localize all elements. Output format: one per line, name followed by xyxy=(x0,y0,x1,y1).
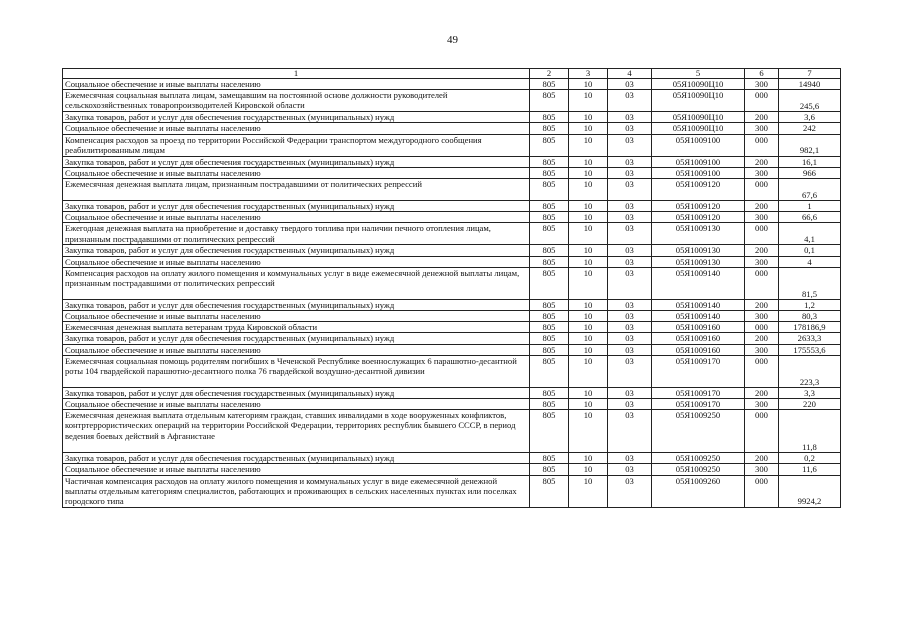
row-pr-cell: 03 xyxy=(608,167,652,178)
row-sum-cell: 175553,6 xyxy=(779,344,841,355)
row-ved-cell: 805 xyxy=(530,123,569,134)
row-name-cell: Закупка товаров, работ и услуг для обеспечения государственных (муниципальных) нужд xyxy=(63,112,530,123)
table-row xyxy=(63,90,841,112)
row-vr-cell: 200 xyxy=(745,201,779,212)
row-rz-cell: 10 xyxy=(569,464,608,475)
row-pr-cell: 03 xyxy=(608,399,652,410)
row-csr-cell: 05Я1009260 xyxy=(652,475,745,507)
row-csr-cell: 05Я1009140 xyxy=(652,311,745,322)
row-csr-cell: 05Я1009130 xyxy=(652,223,745,245)
row-pr-cell: 03 xyxy=(608,322,652,333)
row-ved-cell: 805 xyxy=(530,410,569,453)
row-pr-cell: 03 xyxy=(608,267,652,299)
row-name-cell: Социальное обеспечение и иные выплаты населению xyxy=(63,311,530,322)
table-row xyxy=(63,344,841,355)
row-ved-cell: 805 xyxy=(530,475,569,507)
table-row xyxy=(63,245,841,256)
row-pr-cell: 03 xyxy=(608,311,652,322)
row-vr-cell: 300 xyxy=(745,464,779,475)
row-rz-cell: 10 xyxy=(569,267,608,299)
row-sum-cell: 0,2 xyxy=(779,453,841,464)
row-rz-cell: 10 xyxy=(569,355,608,387)
row-sum-cell: 982,1 xyxy=(779,134,841,156)
row-name-cell: Ежемесячная социальная помощь родителям погибших в Чеченской Республике военнослужащих 6 парашютно-десантной роты 104 гвардейской парашютно-десантного полка 76 гвардейской воздушно-десантной дивизии xyxy=(63,355,530,387)
row-sum-cell: 66,6 xyxy=(779,212,841,223)
table-row xyxy=(63,453,841,464)
row-rz-cell: 10 xyxy=(569,475,608,507)
row-csr-cell: 05Я10090Ц10 xyxy=(652,90,745,112)
row-csr-cell: 05Я1009100 xyxy=(652,156,745,167)
row-sum-cell: 4,1 xyxy=(779,223,841,245)
row-ved-cell: 805 xyxy=(530,387,569,398)
column-header: 6 xyxy=(745,69,779,79)
row-pr-cell: 03 xyxy=(608,355,652,387)
row-name-cell: Закупка товаров, работ и услуг для обеспечения государственных (муниципальных) нужд xyxy=(63,333,530,344)
table-row xyxy=(63,322,841,333)
row-vr-cell: 300 xyxy=(745,212,779,223)
row-ved-cell: 805 xyxy=(530,344,569,355)
row-vr-cell: 300 xyxy=(745,399,779,410)
row-name-cell: Социальное обеспечение и иные выплаты населению xyxy=(63,212,530,223)
row-sum-cell: 220 xyxy=(779,399,841,410)
table-row xyxy=(63,475,841,507)
row-name-cell: Частичная компенсация расходов на оплату жилого помещения и коммунальных услуг в виде ежемесячной денежной выплаты отдельным категориям специалистов, работающих и проживающих в сельских населенных пунктах или поселках городского типа xyxy=(63,475,530,507)
row-ved-cell: 805 xyxy=(530,179,569,201)
row-name-cell: Закупка товаров, работ и услуг для обеспечения государственных (муниципальных) нужд xyxy=(63,299,530,310)
row-vr-cell: 000 xyxy=(745,410,779,453)
table-row xyxy=(63,79,841,90)
row-pr-cell: 03 xyxy=(608,464,652,475)
row-ved-cell: 805 xyxy=(530,201,569,212)
column-header: 4 xyxy=(608,69,652,79)
table-row xyxy=(63,399,841,410)
row-sum-cell: 67,6 xyxy=(779,179,841,201)
row-pr-cell: 03 xyxy=(608,134,652,156)
row-vr-cell: 200 xyxy=(745,299,779,310)
row-pr-cell: 03 xyxy=(608,387,652,398)
row-name-cell: Ежемесячная денежная выплата отдельным категориям граждан, ставших инвалидами в ходе вооруженных конфликтов, контртеррористических операций на территории Российской Федерации, территориях республик бывшего СССР, в период ведения боевых действий в Афганистане xyxy=(63,410,530,453)
row-csr-cell: 05Я1009250 xyxy=(652,410,745,453)
row-name-cell: Социальное обеспечение и иные выплаты населению xyxy=(63,256,530,267)
row-pr-cell: 03 xyxy=(608,179,652,201)
row-csr-cell: 05Я1009160 xyxy=(652,333,745,344)
row-name-cell: Закупка товаров, работ и услуг для обеспечения государственных (муниципальных) нужд xyxy=(63,156,530,167)
table-row xyxy=(63,123,841,134)
row-sum-cell: 16,1 xyxy=(779,156,841,167)
row-rz-cell: 10 xyxy=(569,410,608,453)
table-row xyxy=(63,134,841,156)
row-name-cell: Социальное обеспечение и иные выплаты населению xyxy=(63,167,530,178)
row-ved-cell: 805 xyxy=(530,212,569,223)
row-csr-cell: 05Я1009100 xyxy=(652,134,745,156)
row-pr-cell: 03 xyxy=(608,223,652,245)
row-sum-cell: 178186,9 xyxy=(779,322,841,333)
row-vr-cell: 200 xyxy=(745,333,779,344)
row-csr-cell: 05Я1009130 xyxy=(652,256,745,267)
row-rz-cell: 10 xyxy=(569,212,608,223)
row-rz-cell: 10 xyxy=(569,123,608,134)
row-csr-cell: 05Я1009250 xyxy=(652,464,745,475)
row-ved-cell: 805 xyxy=(530,333,569,344)
column-header: 1 xyxy=(63,69,530,79)
row-name-cell: Ежемесячная социальная выплата лицам, замещавшим на постоянной основе должности руководителей сельскохозяйственных товаропроизводителей Кировской области xyxy=(63,90,530,112)
column-header: 2 xyxy=(530,69,569,79)
row-ved-cell: 805 xyxy=(530,399,569,410)
row-pr-cell: 03 xyxy=(608,299,652,310)
table-row xyxy=(63,387,841,398)
row-name-cell: Социальное обеспечение и иные выплаты населению xyxy=(63,79,530,90)
row-vr-cell: 200 xyxy=(745,245,779,256)
row-vr-cell: 000 xyxy=(745,90,779,112)
row-csr-cell: 05Я10090Ц10 xyxy=(652,112,745,123)
page-number: 49 xyxy=(447,34,458,46)
row-pr-cell: 03 xyxy=(608,256,652,267)
row-name-cell: Закупка товаров, работ и услуг для обеспечения государственных (муниципальных) нужд xyxy=(63,201,530,212)
row-pr-cell: 03 xyxy=(608,123,652,134)
row-vr-cell: 000 xyxy=(745,134,779,156)
row-sum-cell: 9924,2 xyxy=(779,475,841,507)
row-ved-cell: 805 xyxy=(530,245,569,256)
row-rz-cell: 10 xyxy=(569,256,608,267)
row-rz-cell: 10 xyxy=(569,245,608,256)
row-ved-cell: 805 xyxy=(530,355,569,387)
row-csr-cell: 05Я1009130 xyxy=(652,245,745,256)
row-pr-cell: 03 xyxy=(608,245,652,256)
row-vr-cell: 000 xyxy=(745,355,779,387)
row-ved-cell: 805 xyxy=(530,322,569,333)
row-rz-cell: 10 xyxy=(569,399,608,410)
row-csr-cell: 05Я1009170 xyxy=(652,355,745,387)
row-sum-cell: 81,5 xyxy=(779,267,841,299)
row-sum-cell: 242 xyxy=(779,123,841,134)
row-name-cell: Ежемесячная денежная выплата лицам, признанным пострадавшими от политических репрессий xyxy=(63,179,530,201)
row-vr-cell: 300 xyxy=(745,311,779,322)
row-rz-cell: 10 xyxy=(569,79,608,90)
row-sum-cell: 1 xyxy=(779,201,841,212)
row-vr-cell: 300 xyxy=(745,167,779,178)
row-ved-cell: 805 xyxy=(530,256,569,267)
table-row xyxy=(63,167,841,178)
row-vr-cell: 000 xyxy=(745,322,779,333)
row-rz-cell: 10 xyxy=(569,134,608,156)
row-csr-cell: 05Я10090Ц10 xyxy=(652,79,745,90)
row-sum-cell: 80,3 xyxy=(779,311,841,322)
row-name-cell: Ежегодная денежная выплата на приобретение и доставку твердого топлива при наличии печного отопления лицам, признанным пострадавшими от политических репрессий xyxy=(63,223,530,245)
row-vr-cell: 300 xyxy=(745,79,779,90)
row-ved-cell: 805 xyxy=(530,453,569,464)
row-vr-cell: 000 xyxy=(745,223,779,245)
row-vr-cell: 300 xyxy=(745,256,779,267)
row-sum-cell: 2633,3 xyxy=(779,333,841,344)
row-csr-cell: 05Я1009120 xyxy=(652,212,745,223)
row-rz-cell: 10 xyxy=(569,179,608,201)
row-pr-cell: 03 xyxy=(608,475,652,507)
row-name-cell: Социальное обеспечение и иные выплаты населению xyxy=(63,399,530,410)
table-row xyxy=(63,355,841,387)
row-ved-cell: 805 xyxy=(530,464,569,475)
row-name-cell: Компенсация расходов на оплату жилого помещения и коммунальных услуг в виде ежемесячной денежной выплаты лицам, признанным пострадавшими от политических репрессий xyxy=(63,267,530,299)
row-sum-cell: 4 xyxy=(779,256,841,267)
table-row xyxy=(63,333,841,344)
row-sum-cell: 223,3 xyxy=(779,355,841,387)
row-csr-cell: 05Я1009160 xyxy=(652,322,745,333)
row-sum-cell: 3,6 xyxy=(779,112,841,123)
table-row xyxy=(63,267,841,299)
row-rz-cell: 10 xyxy=(569,333,608,344)
row-ved-cell: 805 xyxy=(530,79,569,90)
table-row xyxy=(63,299,841,310)
row-ved-cell: 805 xyxy=(530,112,569,123)
row-csr-cell: 05Я10090Ц10 xyxy=(652,123,745,134)
row-rz-cell: 10 xyxy=(569,223,608,245)
row-rz-cell: 10 xyxy=(569,387,608,398)
row-ved-cell: 805 xyxy=(530,134,569,156)
row-ved-cell: 805 xyxy=(530,156,569,167)
row-sum-cell: 966 xyxy=(779,167,841,178)
row-ved-cell: 805 xyxy=(530,167,569,178)
column-header: 5 xyxy=(652,69,745,79)
row-csr-cell: 05Я1009140 xyxy=(652,299,745,310)
table-row xyxy=(63,464,841,475)
row-ved-cell: 805 xyxy=(530,267,569,299)
row-pr-cell: 03 xyxy=(608,112,652,123)
row-rz-cell: 10 xyxy=(569,453,608,464)
row-vr-cell: 000 xyxy=(745,475,779,507)
table-row xyxy=(63,256,841,267)
row-csr-cell: 05Я1009170 xyxy=(652,387,745,398)
row-rz-cell: 10 xyxy=(569,311,608,322)
row-csr-cell: 05Я1009100 xyxy=(652,167,745,178)
row-sum-cell: 245,6 xyxy=(779,90,841,112)
row-ved-cell: 805 xyxy=(530,311,569,322)
row-csr-cell: 05Я1009120 xyxy=(652,201,745,212)
row-csr-cell: 05Я1009120 xyxy=(652,179,745,201)
row-ved-cell: 805 xyxy=(530,223,569,245)
column-header: 3 xyxy=(569,69,608,79)
table-header-row xyxy=(63,69,841,79)
row-vr-cell: 200 xyxy=(745,387,779,398)
row-rz-cell: 10 xyxy=(569,167,608,178)
table-row xyxy=(63,311,841,322)
row-pr-cell: 03 xyxy=(608,156,652,167)
table-row xyxy=(63,410,841,453)
row-pr-cell: 03 xyxy=(608,344,652,355)
row-csr-cell: 05Я1009250 xyxy=(652,453,745,464)
table-row xyxy=(63,212,841,223)
row-name-cell: Закупка товаров, работ и услуг для обеспечения государственных (муниципальных) нужд xyxy=(63,387,530,398)
row-pr-cell: 03 xyxy=(608,212,652,223)
row-pr-cell: 03 xyxy=(608,410,652,453)
row-sum-cell: 0,1 xyxy=(779,245,841,256)
row-csr-cell: 05Я1009160 xyxy=(652,344,745,355)
row-sum-cell: 11,6 xyxy=(779,464,841,475)
row-vr-cell: 200 xyxy=(745,156,779,167)
table-row xyxy=(63,156,841,167)
row-pr-cell: 03 xyxy=(608,201,652,212)
row-pr-cell: 03 xyxy=(608,90,652,112)
row-vr-cell: 000 xyxy=(745,179,779,201)
row-name-cell: Компенсация расходов за проезд по территории Российской Федерации транспортом междугородного сообщения реабилитированным лицам xyxy=(63,134,530,156)
row-sum-cell: 11,8 xyxy=(779,410,841,453)
table-row xyxy=(63,201,841,212)
table-row xyxy=(63,112,841,123)
row-name-cell: Социальное обеспечение и иные выплаты населению xyxy=(63,344,530,355)
row-vr-cell: 300 xyxy=(745,123,779,134)
table-row xyxy=(63,179,841,201)
row-pr-cell: 03 xyxy=(608,333,652,344)
row-pr-cell: 03 xyxy=(608,79,652,90)
row-sum-cell: 14940 xyxy=(779,79,841,90)
row-ved-cell: 805 xyxy=(530,90,569,112)
row-name-cell: Социальное обеспечение и иные выплаты населению xyxy=(63,464,530,475)
row-rz-cell: 10 xyxy=(569,156,608,167)
row-rz-cell: 10 xyxy=(569,90,608,112)
row-vr-cell: 000 xyxy=(745,267,779,299)
row-rz-cell: 10 xyxy=(569,201,608,212)
row-pr-cell: 03 xyxy=(608,453,652,464)
row-ved-cell: 805 xyxy=(530,299,569,310)
row-name-cell: Закупка товаров, работ и услуг для обеспечения государственных (муниципальных) нужд xyxy=(63,245,530,256)
row-name-cell: Ежемесячная денежная выплата ветеранам труда Кировской области xyxy=(63,322,530,333)
row-vr-cell: 200 xyxy=(745,453,779,464)
row-csr-cell: 05Я1009140 xyxy=(652,267,745,299)
row-rz-cell: 10 xyxy=(569,112,608,123)
row-vr-cell: 200 xyxy=(745,112,779,123)
table-row xyxy=(63,223,841,245)
row-name-cell: Закупка товаров, работ и услуг для обеспечения государственных (муниципальных) нужд xyxy=(63,453,530,464)
row-vr-cell: 300 xyxy=(745,344,779,355)
column-header: 7 xyxy=(779,69,841,79)
row-rz-cell: 10 xyxy=(569,299,608,310)
row-sum-cell: 3,3 xyxy=(779,387,841,398)
row-rz-cell: 10 xyxy=(569,322,608,333)
row-csr-cell: 05Я1009170 xyxy=(652,399,745,410)
budget-table xyxy=(62,68,841,508)
row-name-cell: Социальное обеспечение и иные выплаты населению xyxy=(63,123,530,134)
row-sum-cell: 1,2 xyxy=(779,299,841,310)
row-rz-cell: 10 xyxy=(569,344,608,355)
